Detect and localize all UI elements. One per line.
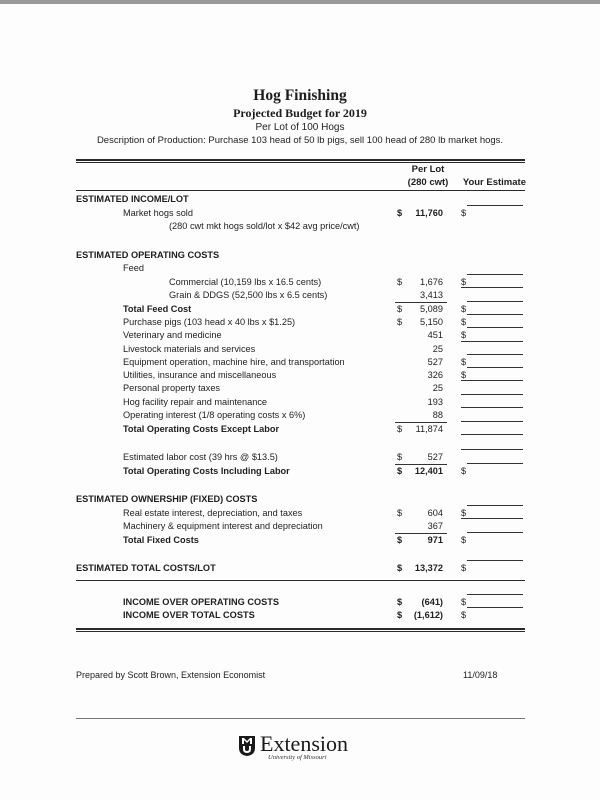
row-total-operating-except-labor: Total Operating Costs Except Labor $ 11,874 xyxy=(0,423,600,436)
row-equipment-operation: Equipment operation, machine hire, and transportation 527 $ xyxy=(0,356,600,369)
col-your-estimate: Your Estimate xyxy=(462,177,526,188)
row-livestock-materials: Livestock materials and services 25 xyxy=(0,343,600,356)
section-operating: ESTIMATED OPERATING COSTS xyxy=(76,250,220,260)
header-rule xyxy=(76,190,525,191)
scan-edge xyxy=(0,0,600,4)
row-feed: Feed xyxy=(123,263,144,273)
prepared-date: 11/09/18 xyxy=(463,670,498,680)
row-real-estate: Real estate interest, depreciation, and taxes $ 604 $ xyxy=(0,507,600,520)
row-total-operating-incl-labor: Total Operating Costs Including Labor $ 12,401 $ xyxy=(0,465,600,478)
unit-description: Per Lot of 100 Hogs xyxy=(255,122,345,133)
section-ownership: ESTIMATED OWNERSHIP (FIXED) COSTS xyxy=(76,494,258,504)
row-grain-ddgs: Grain & DDGS (52,500 lbs x 6.5 cents) 3,413 xyxy=(0,289,600,302)
mu-shield-icon xyxy=(238,735,256,757)
row-labor-cost: Estimated labor cost (39 hrs @ $13.5) $ 527 xyxy=(0,451,600,464)
row-purchase-pigs: Purchase pigs (103 head x 40 lbs x $1.25) $ 5,150 $ xyxy=(0,316,600,329)
row-commercial-feed: Commercial (10,159 lbs x 16.5 cents) $ 1,676 $ xyxy=(0,276,600,289)
document-subtitle: Projected Budget for 2019 xyxy=(233,106,367,120)
row-property-taxes: Personal property taxes 25 xyxy=(0,382,600,395)
document-title: Hog Finishing xyxy=(253,87,347,104)
footer-double-rule-bottom xyxy=(76,631,525,632)
prepared-by: Prepared by Scott Brown, Extension Economist xyxy=(76,670,266,680)
row-total-feed-cost: Total Feed Cost $ 5,089 $ xyxy=(0,303,600,316)
row-machinery: Machinery & equipment interest and depreciation 367 xyxy=(0,520,600,533)
row-spacer-estimate xyxy=(0,436,600,449)
row-operating-interest: Operating interest (1/8 operating costs x 6%) 88 xyxy=(0,409,600,422)
footer-rule xyxy=(76,718,525,719)
production-description: Description of Production: Purchase 103 head of 50 lb pigs, sell 100 head of 280 lb market hogs. xyxy=(96,135,504,146)
section-rule xyxy=(76,580,525,581)
row-market-hogs-sold: Market hogs sold $ 11,760 $ xyxy=(0,207,600,220)
header-double-rule-top xyxy=(76,159,525,161)
row-market-hogs-note: (280 cwt mkt hogs sold/lot x $42 avg price/cwt) xyxy=(169,221,360,231)
row-total-fixed: Total Fixed Costs $ 971 $ xyxy=(0,534,600,547)
row-utilities: Utilities, insurance and miscellaneous 326 $ xyxy=(0,369,600,382)
footer-double-rule-top xyxy=(76,628,525,630)
row-veterinary: Veterinary and medicine 451 $ xyxy=(0,329,600,342)
row-facility-repair: Hog facility repair and maintenance 193 xyxy=(0,396,600,409)
row-total-costs: ESTIMATED TOTAL COSTS/LOT $ 13,372 $ xyxy=(0,562,600,575)
row-income-over-operating: INCOME OVER OPERATING COSTS $ (641) $ xyxy=(0,596,600,609)
logo-wordmark: Extension xyxy=(260,731,348,756)
col-per-lot-line2: (280 cwt) xyxy=(407,177,449,188)
col-per-lot-line1: Per Lot xyxy=(411,164,445,175)
header-double-rule-bottom xyxy=(76,162,525,163)
logo-org: University of Missouri xyxy=(268,754,327,761)
row-income-over-total: INCOME OVER TOTAL COSTS $ (1,612) $ xyxy=(0,609,600,622)
section-income: ESTIMATED INCOME/LOT xyxy=(76,194,189,204)
